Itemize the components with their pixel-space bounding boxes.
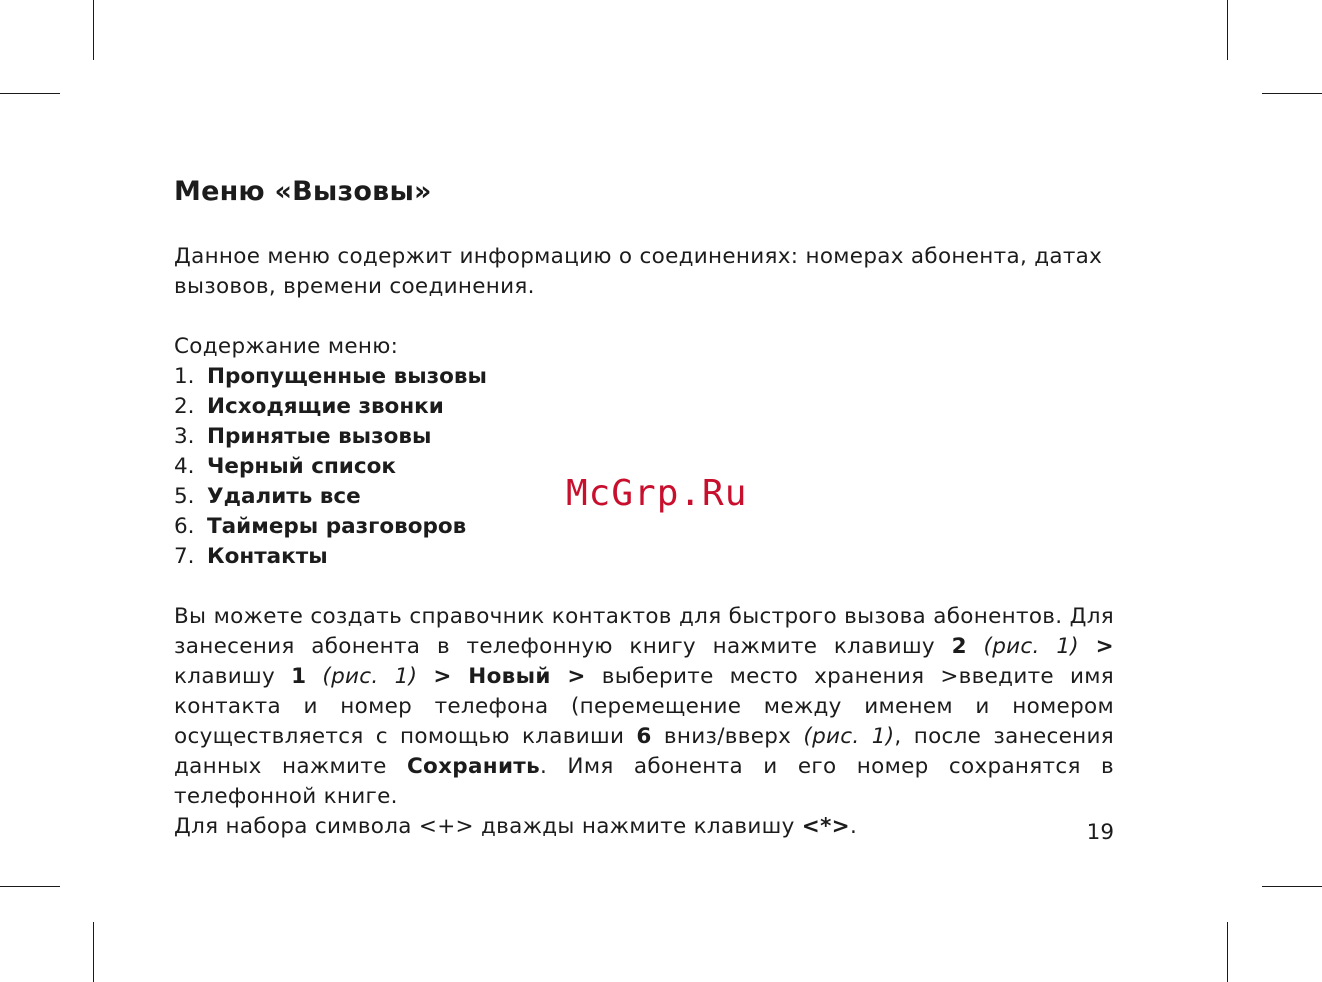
star-key: <*> (801, 814, 850, 839)
contacts-text: клавишу (174, 664, 292, 689)
list-item-number: 3. (174, 424, 195, 449)
contacts-text: , после занесения данных нажмите (174, 724, 1114, 779)
new-menu-item: > Новый > (433, 664, 586, 689)
space (967, 634, 984, 659)
crop-mark-top-left-horizontal (0, 93, 60, 94)
crop-mark-top-left-vertical (93, 0, 94, 60)
plus-note-text: Для набора символа <+> дважды нажмите клавишу (174, 814, 802, 839)
page-title: Меню «Вызовы» (174, 176, 432, 207)
page-number: 19 (1086, 820, 1114, 845)
list-item-number: 2. (174, 394, 195, 419)
space (1079, 634, 1096, 659)
contacts-text: выберите место хранения >введите имя контакта и номер телефона (перемещение между именем и номером осуществляется с помощью клавиши (174, 664, 1114, 749)
arrow: > (1095, 634, 1114, 659)
crop-mark-top-right-vertical (1227, 0, 1228, 60)
list-item-label: Черный список (207, 454, 396, 479)
crop-mark-bottom-right-vertical (1227, 922, 1228, 982)
list-item-number: 7. (174, 544, 195, 569)
crop-mark-top-right-horizontal (1262, 93, 1322, 94)
list-item-label: Удалить все (207, 484, 361, 509)
list-item-label: Пропущенные вызовы (207, 364, 487, 389)
list-item (174, 392, 1114, 422)
crop-mark-bottom-left-vertical (93, 922, 94, 982)
menu-heading: Содержание меню: (174, 334, 399, 359)
list-item-number: 4. (174, 454, 195, 479)
save-command: Сохранить (406, 754, 540, 779)
crop-mark-bottom-right-horizontal (1262, 886, 1322, 887)
figure-reference: (рис. 1) (803, 724, 895, 749)
list-item (174, 422, 1114, 452)
crop-mark-bottom-left-horizontal (0, 886, 60, 887)
list-item (174, 542, 1114, 572)
menu-list (174, 362, 1114, 572)
key-6: 6 (636, 724, 652, 749)
key-1: 1 (291, 664, 307, 689)
figure-reference: (рис. 1) (983, 634, 1079, 659)
space (417, 664, 433, 689)
list-item-label: Таймеры разговоров (207, 514, 467, 539)
contacts-text: . Имя абонента и его номер сохранятся в телефонной книге. (174, 754, 1114, 809)
contacts-paragraph (174, 602, 1114, 812)
plus-note-text: . (849, 814, 858, 839)
watermark: McGrp.Ru (566, 473, 748, 514)
list-item (174, 362, 1114, 392)
intro-paragraph: Данное меню содержит информацию о соединениях: номерах абонента, датах вызовов, времени соединения. (174, 244, 1103, 299)
list-item-label: Принятые вызовы (207, 424, 432, 449)
list-item-number: 1. (174, 364, 195, 389)
space (306, 664, 322, 689)
key-2: 2 (951, 634, 967, 659)
figure-reference: (рис. 1) (322, 664, 418, 689)
list-item-number: 6. (174, 514, 195, 539)
list-item-label: Исходящие звонки (207, 394, 444, 419)
contacts-text: вниз/вверх (651, 724, 804, 749)
list-item-label: Контакты (207, 544, 328, 569)
plus-note (174, 812, 1114, 842)
list-item-number: 5. (174, 484, 195, 509)
contacts-text: Вы можете создать справочник контактов для быстрого вызова абонентов. Для занесения абонента в телефонную книгу нажмите клавишу (174, 604, 1114, 659)
